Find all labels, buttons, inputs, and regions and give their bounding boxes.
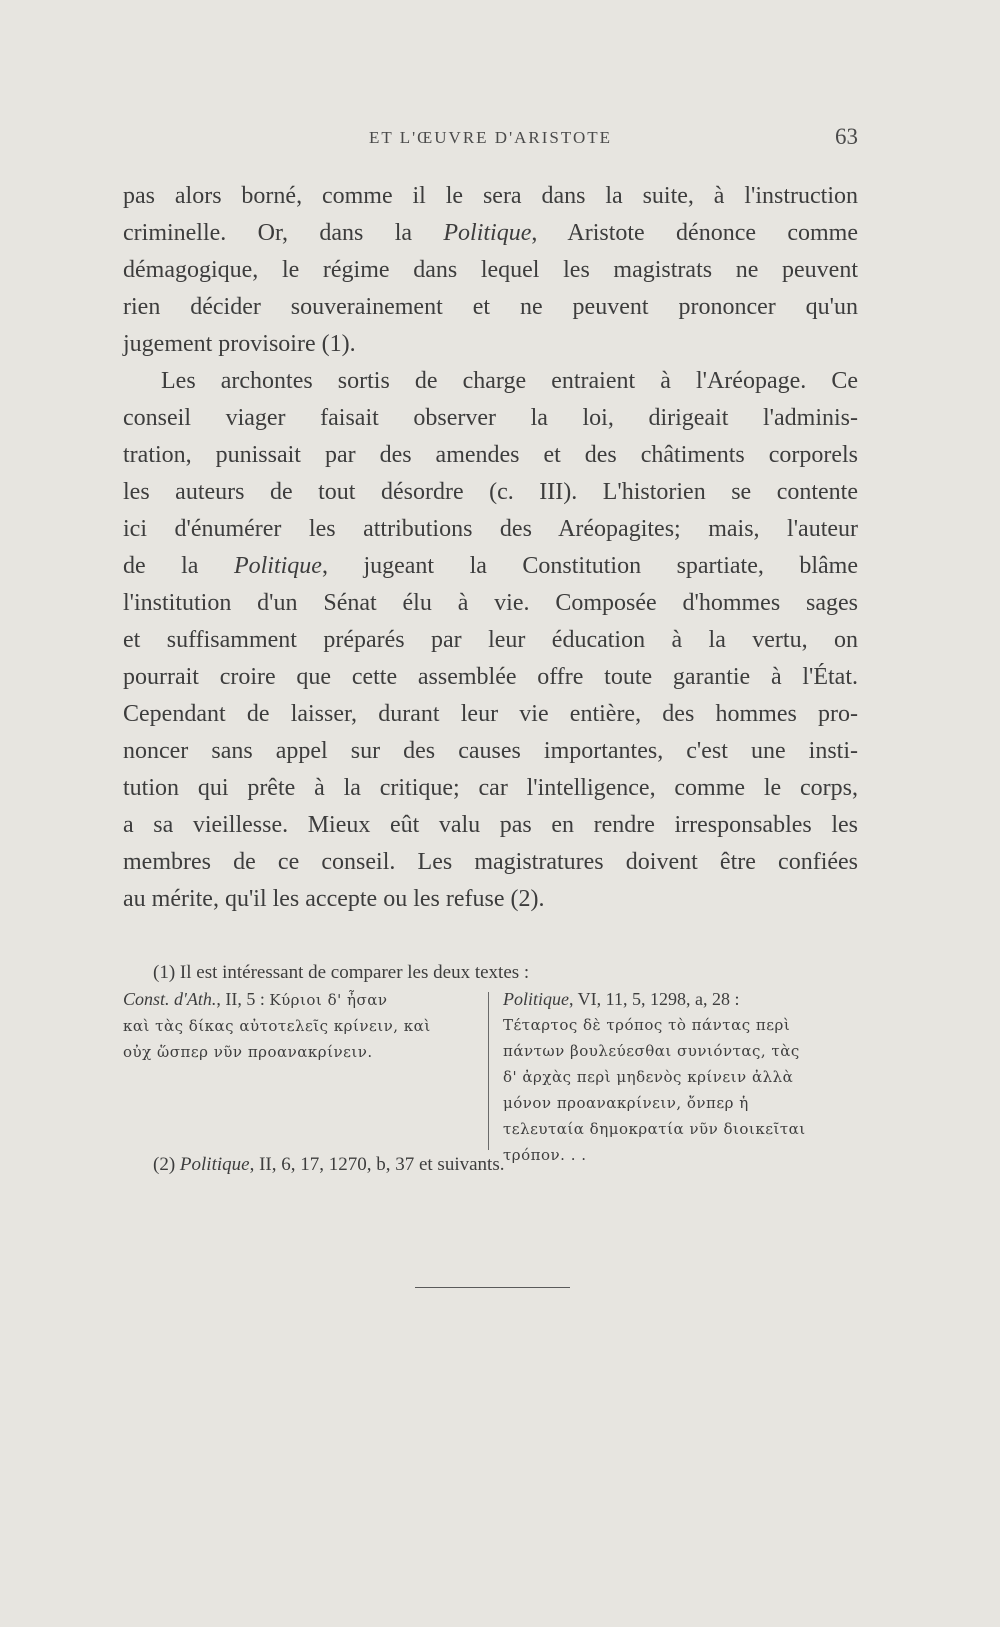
main-text bbox=[123, 178, 858, 918]
work-title: Politique bbox=[233, 553, 322, 579]
work-title: Politique bbox=[443, 220, 532, 246]
text-line: l'institution d'un Sénat élu à vie. Composée d'hommes sages bbox=[123, 590, 858, 616]
greek-text: τρόπον. . . bbox=[503, 1146, 587, 1164]
source-reference: Const. d'Ath. bbox=[123, 989, 217, 1009]
greek-text: πάντων βουλεύεσθαι συνιόντας, τὰς bbox=[503, 1042, 800, 1060]
text-line: conseil viager faisait observer la loi, dirigeait l'adminis- bbox=[123, 405, 858, 431]
greek-text: Τέταρτος δὲ τρόπος τὸ πάντας περὶ bbox=[503, 1016, 791, 1034]
text-line: noncer sans appel sur des causes importantes, c'est une insti- bbox=[123, 738, 858, 764]
footnote-1-intro: (1) Il est intéressant de comparer les deux textes : bbox=[153, 962, 530, 983]
column-divider bbox=[488, 992, 489, 1150]
text-line: tration, punissait par des amendes et des châtiments corporels bbox=[123, 442, 858, 468]
greek-text: καὶ τὰς δίκας αὐτοτελεῖς κρίνειν, καὶ bbox=[123, 1017, 431, 1035]
text-line: de la Politique, jugeant la Constitution spartiate, blâme bbox=[123, 553, 858, 579]
text-line: et suffisamment préparés par leur éducation à la vertu, on bbox=[123, 627, 858, 653]
text-line: les auteurs de tout désordre (c. III). L'historien se contente bbox=[123, 479, 858, 505]
footnote-2: (2) Politique, II, 6, 17, 1270, b, 37 et suivants. bbox=[153, 1154, 505, 1175]
text-line: criminelle. Or, dans la Politique, Aristote dénonce comme bbox=[123, 220, 859, 246]
greek-text: δ' ἀρχὰς περὶ μηδενὸς κρίνειν ἀλλὰ bbox=[503, 1068, 794, 1086]
source-reference: Politique bbox=[503, 989, 569, 1009]
text-line: tution qui prête à la critique; car l'intelligence, comme le corps, bbox=[123, 775, 858, 801]
text-line: Cependant de laisser, durant leur vie entière, des hommes pro- bbox=[123, 701, 858, 727]
work-title: Politique bbox=[179, 1154, 250, 1175]
text-line: Les archontes sortis de charge entraient à l'Aréopage. Ce bbox=[161, 368, 858, 394]
parallel-text-right: Politique, VI, 11, 5, 1298, a, 28 : Τέταρτος δὲ τρόπος τὸ πάντας περὶ πάντων βουλεύεσθαι συνιόντας, τὰς δ' ἀρχὰς περὶ μηδενὸς κρίνειν ἀλλὰ μόνον προανακρίνειν, ὄνπερ ἡ τελευταία δημοκρατία νῦν διοικεῖται τρόπον. . . bbox=[503, 986, 858, 1168]
greek-text: μόνον προανακρίνειν, ὄνπερ ἡ bbox=[503, 1094, 749, 1112]
running-title: ET L'ŒUVRE D'ARISTOTE bbox=[369, 128, 612, 147]
page-number: 63 bbox=[835, 124, 858, 149]
parallel-text-left: Const. d'Ath., II, 5 : Κύριοι δ' ἦσαν καὶ τὰς δίκας αὐτοτελεῖς κρίνειν, καὶ οὐχ ὥσπερ νῦν προανακρίνειν. bbox=[123, 986, 468, 1065]
text-line: jugement provisoire (1). bbox=[123, 331, 356, 357]
parallel-texts bbox=[123, 986, 858, 1174]
text-line: au mérite, qu'il les accepte ou les refuse (2). bbox=[123, 886, 545, 912]
text-line: pas alors borné, comme il le sera dans la suite, à l'instruction bbox=[123, 183, 858, 209]
greek-text: οὐχ ὥσπερ νῦν προανακρίνειν. bbox=[123, 1043, 373, 1061]
greek-text: τελευταία δημοκρατία νῦν διοικεῖται bbox=[503, 1120, 806, 1138]
greek-text: Κύριοι δ' ἦσαν bbox=[269, 991, 388, 1009]
text-line: rien décider souverainement et ne peuvent prononcer qu'un bbox=[123, 294, 858, 320]
page-header bbox=[123, 124, 858, 158]
text-line: pourrait croire que cette assemblée offre toute garantie à l'État. bbox=[123, 664, 858, 690]
text-line: ici d'énumérer les attributions des Aréopagites; mais, l'auteur bbox=[123, 516, 858, 542]
text-line: démagogique, le régime dans lequel les magistrats ne peuvent bbox=[123, 257, 858, 283]
text-line: membres de ce conseil. Les magistratures doivent être confiées bbox=[123, 849, 858, 875]
footnotes bbox=[123, 960, 858, 1178]
end-rule bbox=[415, 1287, 570, 1288]
text-line: a sa vieillesse. Mieux eût valu pas en rendre irresponsables les bbox=[123, 812, 858, 838]
